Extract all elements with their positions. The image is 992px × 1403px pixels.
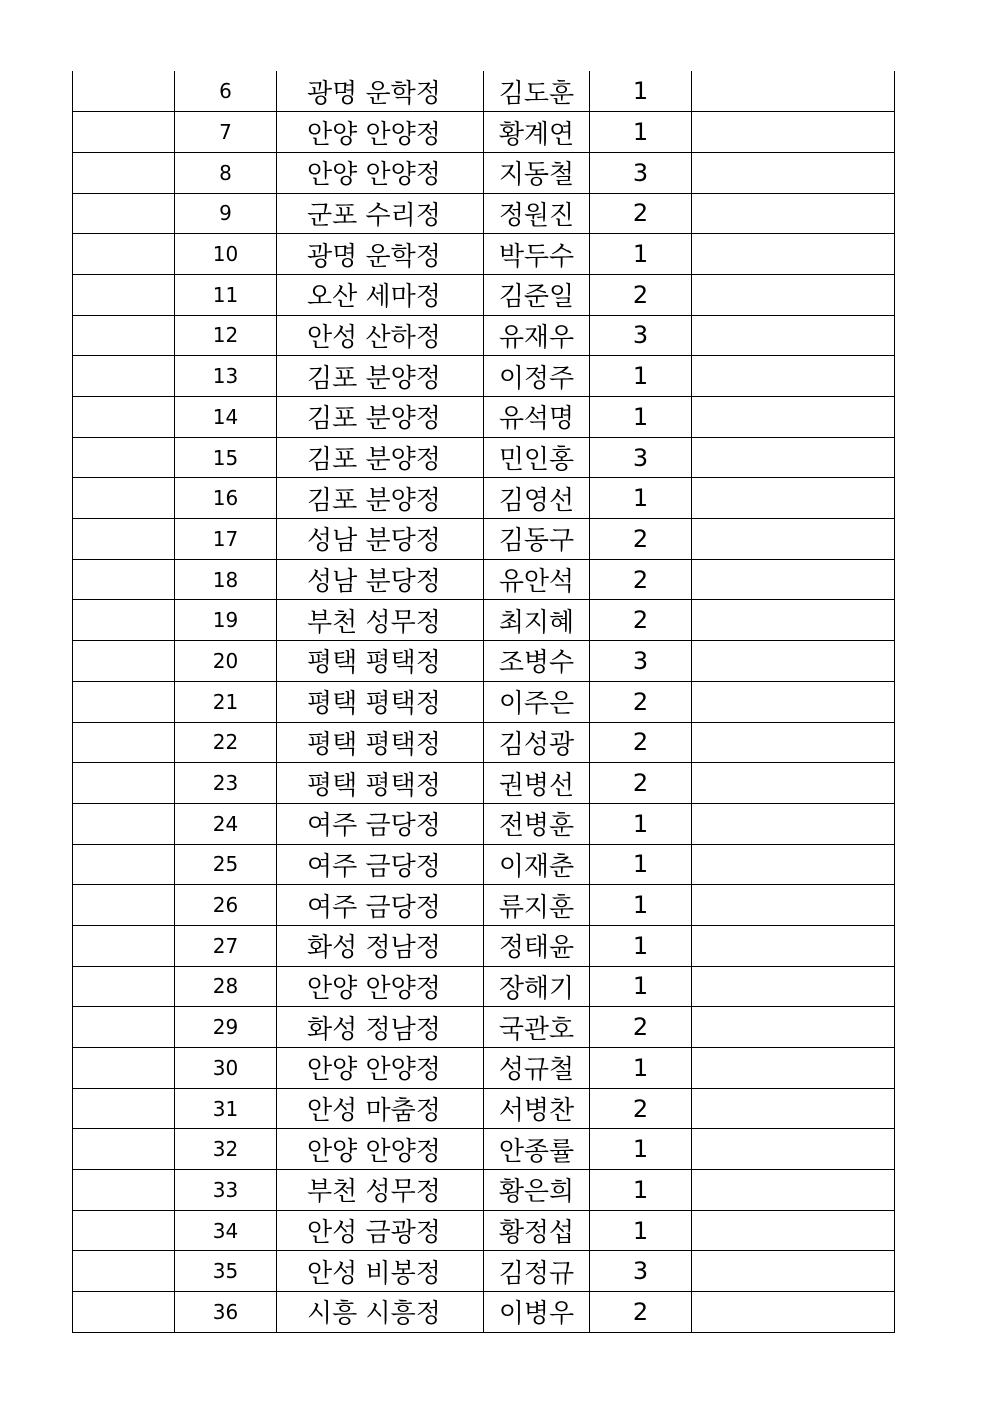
table-row: [73, 71, 895, 112]
name-cell: 안종률: [484, 1129, 590, 1170]
blank-cell: [73, 437, 175, 478]
club-cell: 광명 운학정: [277, 234, 484, 275]
blank-cell: [73, 600, 175, 641]
name-cell: 정태윤: [484, 925, 590, 966]
table-row: [73, 1048, 895, 1089]
blank-cell: [73, 478, 175, 519]
name-cell: 국관호: [484, 1007, 590, 1048]
note-cell: [692, 112, 895, 153]
grade-cell: 1: [590, 112, 692, 153]
table-row: [73, 234, 895, 275]
table-row: [73, 1088, 895, 1129]
club-cell: 평택 평택정: [277, 681, 484, 722]
table-row: [73, 925, 895, 966]
grade-cell: 1: [590, 844, 692, 885]
grade-cell: 2: [590, 193, 692, 234]
blank-cell: [73, 559, 175, 600]
row-number: 21: [175, 681, 277, 722]
club-cell: 안양 안양정: [277, 152, 484, 193]
club-cell: 안양 안양정: [277, 1048, 484, 1089]
note-cell: [692, 641, 895, 682]
note-cell: [692, 478, 895, 519]
note-cell: [692, 559, 895, 600]
table-row: [73, 437, 895, 478]
table-row: [73, 681, 895, 722]
row-number: 13: [175, 356, 277, 397]
name-cell: 김동구: [484, 519, 590, 560]
club-cell: 안성 비봉정: [277, 1251, 484, 1292]
note-cell: [692, 1292, 895, 1333]
row-number: 28: [175, 966, 277, 1007]
grade-cell: 2: [590, 681, 692, 722]
name-cell: 김준일: [484, 274, 590, 315]
blank-cell: [73, 152, 175, 193]
note-cell: [692, 722, 895, 763]
table-row: [73, 519, 895, 560]
table-row: [73, 844, 895, 885]
name-cell: 이재춘: [484, 844, 590, 885]
row-number: 16: [175, 478, 277, 519]
name-cell: 장해기: [484, 966, 590, 1007]
grade-cell: 3: [590, 315, 692, 356]
grade-cell: 2: [590, 274, 692, 315]
row-number: 32: [175, 1129, 277, 1170]
club-cell: 여주 금당정: [277, 844, 484, 885]
name-cell: 전병훈: [484, 803, 590, 844]
grade-cell: 2: [590, 1292, 692, 1333]
grade-cell: 2: [590, 722, 692, 763]
table-row: [73, 1210, 895, 1251]
blank-cell: [73, 193, 175, 234]
grade-cell: 1: [590, 885, 692, 926]
grade-cell: 1: [590, 1129, 692, 1170]
table-row: [73, 152, 895, 193]
blank-cell: [73, 397, 175, 438]
club-cell: 성남 분당정: [277, 559, 484, 600]
blank-cell: [73, 885, 175, 926]
club-cell: 안성 마춤정: [277, 1088, 484, 1129]
grade-cell: 2: [590, 763, 692, 804]
club-cell: 화성 정남정: [277, 925, 484, 966]
row-number: 27: [175, 925, 277, 966]
blank-cell: [73, 1292, 175, 1333]
row-number: 33: [175, 1170, 277, 1211]
blank-cell: [73, 1170, 175, 1211]
name-cell: 서병찬: [484, 1088, 590, 1129]
note-cell: [692, 519, 895, 560]
club-cell: 안성 산하정: [277, 315, 484, 356]
blank-cell: [73, 112, 175, 153]
table-row: [73, 641, 895, 682]
note-cell: [692, 1210, 895, 1251]
blank-cell: [73, 1007, 175, 1048]
grade-cell: 2: [590, 1007, 692, 1048]
row-number: 11: [175, 274, 277, 315]
row-number: 29: [175, 1007, 277, 1048]
name-cell: 박두수: [484, 234, 590, 275]
name-cell: 김영선: [484, 478, 590, 519]
table-row: [73, 1007, 895, 1048]
name-cell: 민인홍: [484, 437, 590, 478]
grade-cell: 2: [590, 600, 692, 641]
name-cell: 지동철: [484, 152, 590, 193]
blank-cell: [73, 1210, 175, 1251]
grade-cell: 3: [590, 641, 692, 682]
club-cell: 안양 안양정: [277, 112, 484, 153]
grade-cell: 1: [590, 356, 692, 397]
blank-cell: [73, 925, 175, 966]
name-cell: 이주은: [484, 681, 590, 722]
table-row: [73, 315, 895, 356]
name-cell: 최지혜: [484, 600, 590, 641]
grade-cell: 1: [590, 234, 692, 275]
row-number: 30: [175, 1048, 277, 1089]
row-number: 26: [175, 885, 277, 926]
club-cell: 군포 수리정: [277, 193, 484, 234]
note-cell: [692, 397, 895, 438]
row-number: 14: [175, 397, 277, 438]
name-cell: 황은희: [484, 1170, 590, 1211]
name-cell: 유재우: [484, 315, 590, 356]
blank-cell: [73, 356, 175, 397]
name-cell: 김성광: [484, 722, 590, 763]
row-number: 9: [175, 193, 277, 234]
note-cell: [692, 1129, 895, 1170]
grade-cell: 2: [590, 559, 692, 600]
row-number: 23: [175, 763, 277, 804]
row-number: 10: [175, 234, 277, 275]
grade-cell: 1: [590, 803, 692, 844]
blank-cell: [73, 844, 175, 885]
club-cell: 오산 세마정: [277, 274, 484, 315]
blank-cell: [73, 519, 175, 560]
table-row: [73, 112, 895, 153]
club-cell: 성남 분당정: [277, 519, 484, 560]
note-cell: [692, 356, 895, 397]
table-row: [73, 885, 895, 926]
grade-cell: 3: [590, 437, 692, 478]
note-cell: [692, 844, 895, 885]
note-cell: [692, 600, 895, 641]
row-number: 8: [175, 152, 277, 193]
row-number: 17: [175, 519, 277, 560]
grade-cell: 1: [590, 1210, 692, 1251]
table-row: [73, 397, 895, 438]
grade-cell: 1: [590, 1170, 692, 1211]
row-number: 24: [175, 803, 277, 844]
club-cell: 평택 평택정: [277, 722, 484, 763]
note-cell: [692, 234, 895, 275]
row-number: 31: [175, 1088, 277, 1129]
name-cell: 김정규: [484, 1251, 590, 1292]
row-number: 19: [175, 600, 277, 641]
club-cell: 김포 분양정: [277, 397, 484, 438]
row-number: 6: [175, 71, 277, 112]
blank-cell: [73, 315, 175, 356]
grade-cell: 3: [590, 152, 692, 193]
name-cell: 황계연: [484, 112, 590, 153]
name-cell: 김도훈: [484, 71, 590, 112]
table-row: [73, 1292, 895, 1333]
blank-cell: [73, 274, 175, 315]
blank-cell: [73, 803, 175, 844]
blank-cell: [73, 966, 175, 1007]
table-row: [73, 1251, 895, 1292]
note-cell: [692, 274, 895, 315]
club-cell: 여주 금당정: [277, 803, 484, 844]
blank-cell: [73, 722, 175, 763]
club-cell: 안양 안양정: [277, 1129, 484, 1170]
grade-cell: 2: [590, 1088, 692, 1129]
note-cell: [692, 1170, 895, 1211]
table-row: [73, 559, 895, 600]
row-number: 20: [175, 641, 277, 682]
note-cell: [692, 966, 895, 1007]
club-cell: 김포 분양정: [277, 437, 484, 478]
blank-cell: [73, 1129, 175, 1170]
name-cell: 이정주: [484, 356, 590, 397]
blank-cell: [73, 234, 175, 275]
blank-cell: [73, 71, 175, 112]
name-cell: 이병우: [484, 1292, 590, 1333]
table-row: [73, 478, 895, 519]
row-number: 7: [175, 112, 277, 153]
name-cell: 유안석: [484, 559, 590, 600]
blank-cell: [73, 681, 175, 722]
club-cell: 여주 금당정: [277, 885, 484, 926]
grade-cell: 1: [590, 478, 692, 519]
blank-cell: [73, 641, 175, 682]
grade-cell: 1: [590, 966, 692, 1007]
table-row: [73, 1129, 895, 1170]
table-row: [73, 193, 895, 234]
name-cell: 정원진: [484, 193, 590, 234]
blank-cell: [73, 1048, 175, 1089]
table-row: [73, 722, 895, 763]
note-cell: [692, 152, 895, 193]
club-cell: 안성 금광정: [277, 1210, 484, 1251]
note-cell: [692, 763, 895, 804]
name-cell: 류지훈: [484, 885, 590, 926]
table-row: [73, 600, 895, 641]
name-cell: 유석명: [484, 397, 590, 438]
note-cell: [692, 193, 895, 234]
row-number: 18: [175, 559, 277, 600]
row-number: 36: [175, 1292, 277, 1333]
note-cell: [692, 315, 895, 356]
row-number: 15: [175, 437, 277, 478]
roster-body: [73, 71, 895, 1332]
grade-cell: 2: [590, 519, 692, 560]
note-cell: [692, 803, 895, 844]
table-row: [73, 803, 895, 844]
club-cell: 평택 평택정: [277, 641, 484, 682]
row-number: 35: [175, 1251, 277, 1292]
note-cell: [692, 1251, 895, 1292]
club-cell: 광명 운학정: [277, 71, 484, 112]
club-cell: 김포 분양정: [277, 478, 484, 519]
name-cell: 조병수: [484, 641, 590, 682]
note-cell: [692, 885, 895, 926]
table-row: [73, 1170, 895, 1211]
table-row: [73, 763, 895, 804]
grade-cell: 1: [590, 925, 692, 966]
row-number: 22: [175, 722, 277, 763]
club-cell: 김포 분양정: [277, 356, 484, 397]
name-cell: 권병선: [484, 763, 590, 804]
note-cell: [692, 1088, 895, 1129]
name-cell: 성규철: [484, 1048, 590, 1089]
note-cell: [692, 1007, 895, 1048]
note-cell: [692, 681, 895, 722]
row-number: 34: [175, 1210, 277, 1251]
roster-table: [72, 71, 895, 1333]
club-cell: 부천 성무정: [277, 600, 484, 641]
row-number: 12: [175, 315, 277, 356]
club-cell: 안양 안양정: [277, 966, 484, 1007]
club-cell: 부천 성무정: [277, 1170, 484, 1211]
table-row: [73, 966, 895, 1007]
note-cell: [692, 437, 895, 478]
note-cell: [692, 1048, 895, 1089]
grade-cell: 1: [590, 1048, 692, 1089]
club-cell: 평택 평택정: [277, 763, 484, 804]
table-row: [73, 274, 895, 315]
blank-cell: [73, 1251, 175, 1292]
grade-cell: 3: [590, 1251, 692, 1292]
grade-cell: 1: [590, 71, 692, 112]
blank-cell: [73, 763, 175, 804]
note-cell: [692, 71, 895, 112]
club-cell: 화성 정남정: [277, 1007, 484, 1048]
table-row: [73, 356, 895, 397]
name-cell: 황정섭: [484, 1210, 590, 1251]
note-cell: [692, 925, 895, 966]
blank-cell: [73, 1088, 175, 1129]
grade-cell: 1: [590, 397, 692, 438]
club-cell: 시흥 시흥정: [277, 1292, 484, 1333]
row-number: 25: [175, 844, 277, 885]
